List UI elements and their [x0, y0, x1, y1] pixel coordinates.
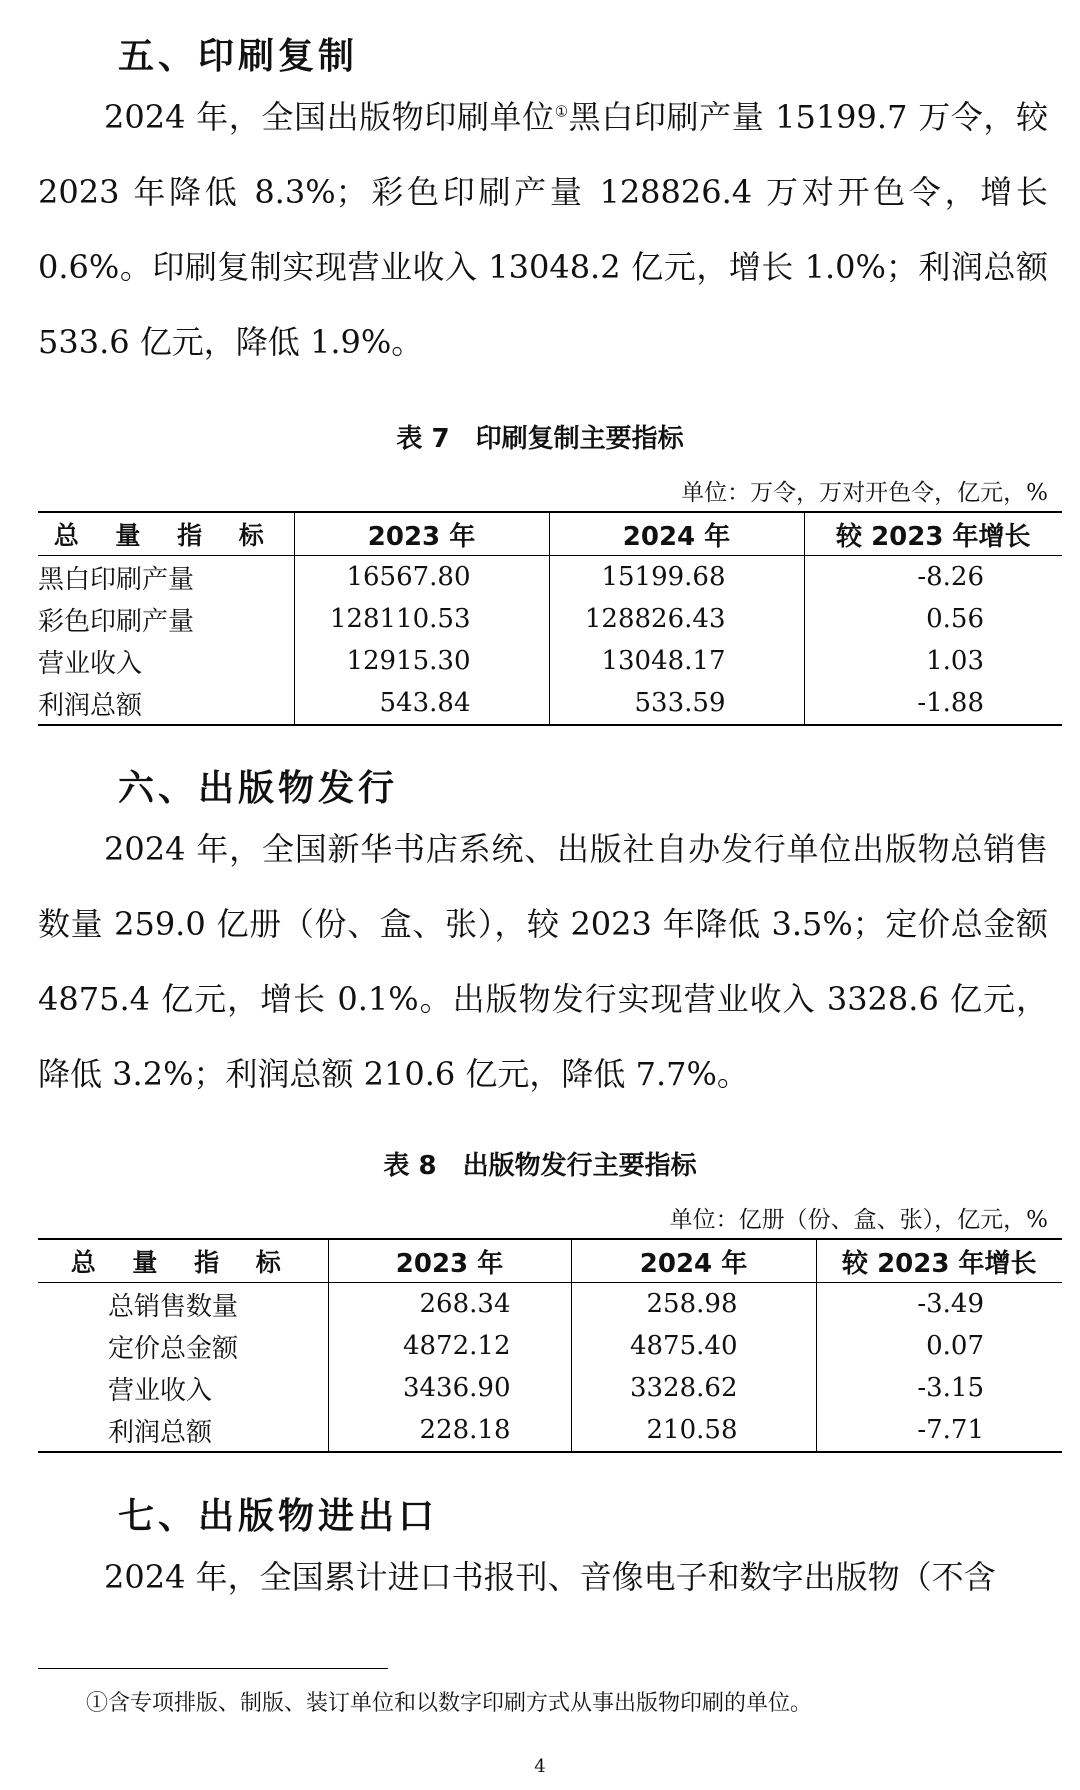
- table8-header-2024: 2024 年: [571, 1239, 816, 1283]
- value-2023: 12915.30: [294, 640, 549, 682]
- row-name: 利润总额: [38, 682, 294, 725]
- value-growth: -8.26: [804, 556, 1062, 599]
- value-growth: -7.71: [816, 1409, 1062, 1452]
- table-row: [38, 1283, 1062, 1326]
- value-2023: 4872.12: [328, 1325, 571, 1367]
- table-row: [38, 1367, 1062, 1409]
- section-heading-printing: 五、印刷复制: [118, 36, 359, 77]
- value-2023: 16567.80: [294, 556, 549, 599]
- section-heading-import-export: 七、出版物进出口: [118, 1496, 439, 1537]
- table8-header-growth: 较 2023 年增长: [816, 1239, 1062, 1283]
- paragraph-printing: [38, 80, 1048, 380]
- value-growth: 1.03: [804, 640, 1062, 682]
- value-2023: 128110.53: [294, 598, 549, 640]
- paragraph-printing-part2: 黑白印刷产量 15199.7 万令，较 2023 年降低 8.3%；彩色印刷产量 128826.4 万对开色令，增长 0.6%。印刷复制实现营业收入 13048.2 亿元，增长 1.0%；利润总额 533.6 亿元，降低 1.9%。: [38, 98, 1048, 361]
- value-2024: 13048.17: [549, 640, 804, 682]
- page-number: 4: [534, 1756, 546, 1777]
- paragraph-distribution: 2024 年，全国新华书店系统、出版社自办发行单位出版物总销售数量 259.0 亿册（份、盒、张），较 2023 年降低 3.5%；定价总金额 4875.4 亿元，增长 0.1%。出版物发行实现营业收入 3328.6 亿元，降低 3.2%；利润总额 210.6 亿元，降低 7.7%。: [38, 830, 1048, 1093]
- value-2023: 543.84: [294, 682, 549, 725]
- table-row: [38, 598, 1062, 640]
- table8-header-indicator: 总 量 指 标: [38, 1239, 328, 1283]
- value-growth: 0.07: [816, 1325, 1062, 1367]
- value-growth: -3.15: [816, 1367, 1062, 1409]
- value-growth: -3.49: [816, 1283, 1062, 1326]
- value-growth: -1.88: [804, 682, 1062, 725]
- row-name: 定价总金额: [108, 1333, 239, 1364]
- value-2024: 3328.62: [571, 1367, 816, 1409]
- value-2024: 533.59: [549, 682, 804, 725]
- value-2024: 15199.68: [549, 556, 804, 599]
- value-2024: 258.98: [571, 1283, 816, 1326]
- table-row: [38, 1325, 1062, 1367]
- table8-unit: 单位：亿册（份、盒、张），亿元，%: [669, 1207, 1048, 1233]
- paragraph-printing-part1: 2024 年，全国出版物印刷单位: [104, 98, 555, 136]
- table-row: [38, 1409, 1062, 1452]
- table7-header-2023: 2023 年: [294, 512, 549, 556]
- table7-header-growth: 较 2023 年增长: [804, 512, 1062, 556]
- table7-header-2024: 2024 年: [549, 512, 804, 556]
- footnote: ①含专项排版、制版、装订单位和以数字印刷方式从事出版物印刷的单位。: [86, 1691, 813, 1716]
- value-2023: 268.34: [328, 1283, 571, 1326]
- value-2023: 3436.90: [328, 1367, 571, 1409]
- table8-header-row: [38, 1239, 1062, 1283]
- value-2024: 128826.43: [549, 598, 804, 640]
- table7: [38, 511, 1062, 726]
- value-growth: 0.56: [804, 598, 1062, 640]
- value-2023: 228.18: [328, 1409, 571, 1452]
- table7-unit: 单位：万令，万对开色令，亿元，%: [681, 480, 1048, 506]
- table-row: [38, 682, 1062, 725]
- row-name: 彩色印刷产量: [38, 606, 195, 637]
- paragraph-import-export: 2024 年，全国累计进口书报刊、音像电子和数字出版物（不含: [104, 1558, 996, 1596]
- footnote-divider: [38, 1668, 388, 1669]
- table7-caption: 表 7 印刷复制主要指标: [396, 424, 684, 454]
- table8-caption: 表 8 出版物发行主要指标: [383, 1151, 697, 1181]
- row-name: 黑白印刷产量: [38, 564, 195, 595]
- row-name: 营业收入: [38, 648, 143, 679]
- table-row: [38, 556, 1062, 599]
- row-name: 利润总额: [38, 1409, 328, 1452]
- table8: [38, 1238, 1062, 1453]
- section-heading-distribution: 六、出版物发行: [118, 768, 399, 809]
- row-name: 营业收入: [108, 1375, 213, 1406]
- table7-header-row: [38, 512, 1062, 556]
- table7-header-indicator: 总 量 指 标: [38, 512, 294, 556]
- footnote-marker[interactable]: ①: [554, 102, 569, 121]
- value-2024: 4875.40: [571, 1325, 816, 1367]
- row-name: 总销售数量: [108, 1291, 239, 1322]
- value-2024: 210.58: [571, 1409, 816, 1452]
- table-row: [38, 640, 1062, 682]
- table8-header-2023: 2023 年: [328, 1239, 571, 1283]
